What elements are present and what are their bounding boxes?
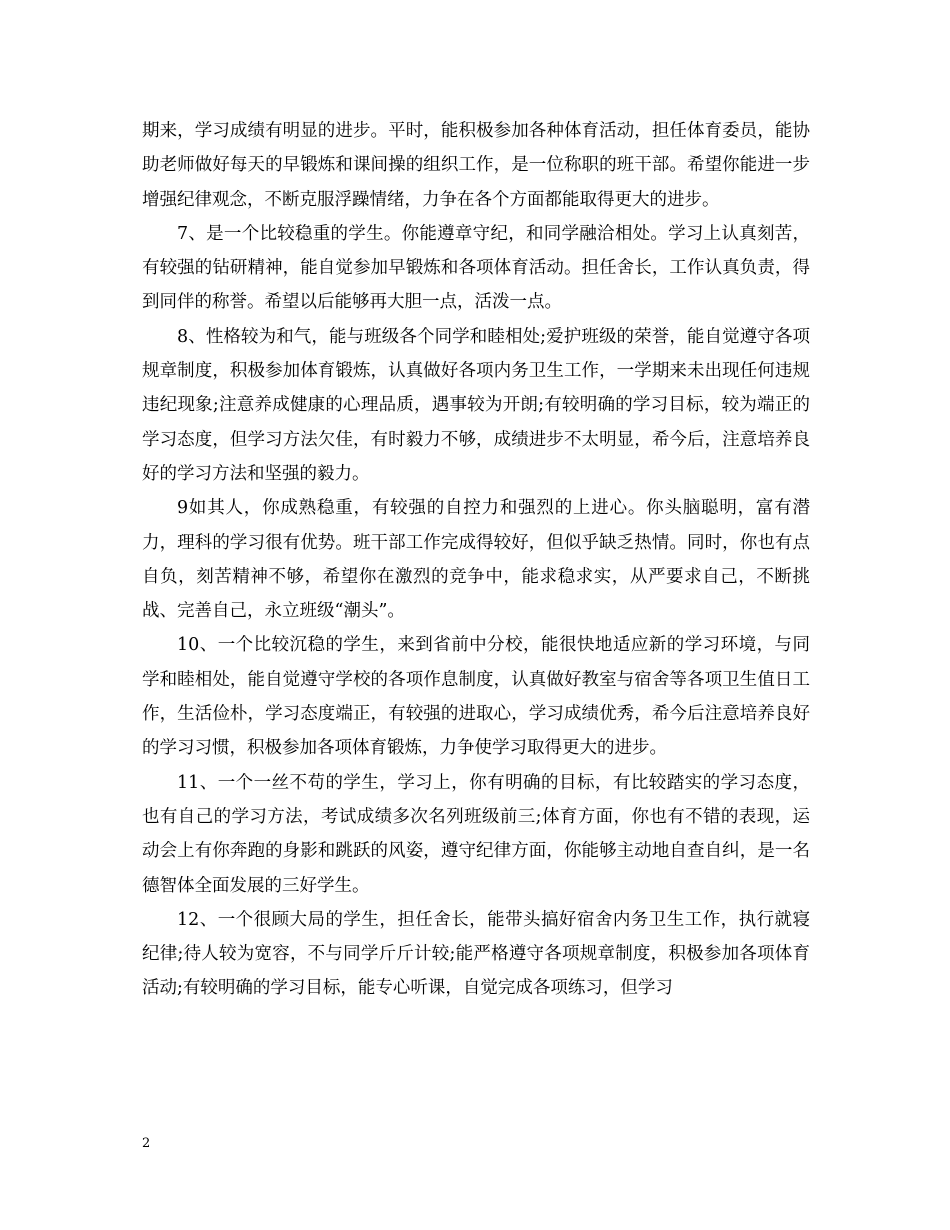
paragraph-comment-11: 11、一个一丝不苟的学生，学习上，你有明确的目标，有比较踏实的学习态度，也有自己的学习方法，考试成绩多次名列班级前三;体育方面，你也有不错的表现，运动会上有你奔跑的身影和跳跃的风姿，遵守纪律方面，你能够主动地自查自纠，是一名德智体全面发展的三好学生。 [142, 772, 810, 896]
paragraph-continuation: 期来，学习成绩有明显的进步。平时，能积极参加各种体育活动，担任体育委员，能协助老师做好每天的早锻炼和课间操的组织工作，是一位称职的班干部。希望你能进一步增强纪律观念，不断克服浮躁情绪，力争在各个方面都能取得更大的进步。 [142, 121, 810, 210]
paragraph-comment-8: 8、性格较为和气，能与班级各个同学和睦相处;爱护班级的荣誉，能自觉遵守各项规章制度，积极参加体育锻炼，认真做好各项内务卫生工作，一学期来未出现任何违规违纪现象;注意养成健康的心理品质，遇事较为开朗;有较明确的学习目标，较为端正的学习态度，但学习方法欠佳，有时毅力不够，成绩进步不太明显，希今后，注意培养良好的学习方法和坚强的毅力。 [142, 326, 810, 484]
document-body [142, 114, 810, 1006]
paragraph-comment-7: 7、是一个比较稳重的学生。你能遵章守纪，和同学融洽相处。学习上认真刻苦，有较强的钻研精神，能自觉参加早锻炼和各项体育活动。担任舍长，工作认真负责，得到同伴的称誉。希望以后能够再大胆一点，活泼一点。 [142, 223, 810, 313]
paragraph-comment-12: 12、一个很顾大局的学生，担任舍长，能带头搞好宿舍内务卫生工作，执行就寝纪律;待人较为宽容，不与同学斤斤计较;能严格遵守各项规章制度，积极参加各项体育活动;有较明确的学习目标，能专心听课，自觉完成各项练习，但学习 [142, 909, 810, 999]
paragraph-comment-9: 9如其人，你成熟稳重，有较强的自控力和强烈的上进心。你头脑聪明，富有潜力，理科的学习很有优势。班干部工作完成得较好，但似乎缺乏热情。同时，你也有点自负，刻苦精神不够，希望你在激烈的竞争中，能求稳求实，从严要求自己，不断挑战、完善自己，永立班级“潮头”。 [142, 498, 810, 622]
page-number: 2 [142, 1136, 151, 1151]
paragraph-comment-10: 10、一个比较沉稳的学生，来到省前中分校，能很快地适应新的学习环境，与同学和睦相处，能自觉遵守学校的各项作息制度，认真做好教室与宿舍等各项卫生值日工作，生活俭朴，学习态度端正，有较强的进取心，学习成绩优秀，希今后注意培养良好的学习习惯，积极参加各项体育锻炼，力争使学习取得更大的进步。 [142, 635, 810, 759]
